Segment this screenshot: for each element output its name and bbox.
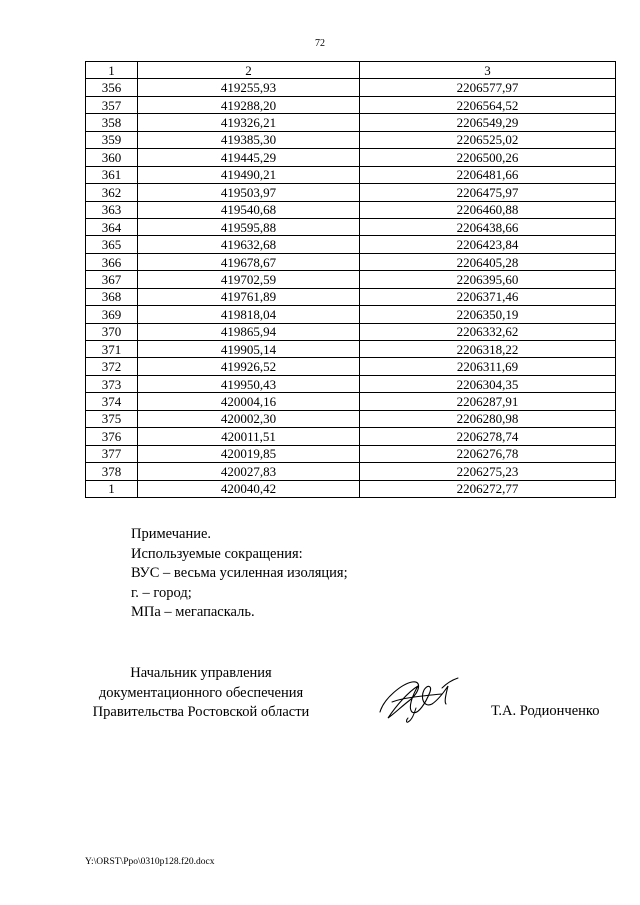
cell-y-coordinate: 2206549,29	[360, 114, 616, 131]
header-cell-point: 1	[86, 62, 138, 79]
cell-y-coordinate: 2206577,97	[360, 79, 616, 96]
table-row	[86, 358, 616, 375]
table-row	[86, 184, 616, 201]
header-cell-y: 3	[360, 62, 616, 79]
cell-point-number: 365	[86, 236, 138, 253]
cell-y-coordinate: 2206276,78	[360, 445, 616, 462]
signer-name: Т.А. Родионченко	[491, 703, 600, 719]
cell-y-coordinate: 2206280,98	[360, 410, 616, 427]
cell-point-number: 373	[86, 375, 138, 392]
cell-x-coordinate: 419540,68	[138, 201, 360, 218]
cell-y-coordinate: 2206460,88	[360, 201, 616, 218]
cell-point-number: 377	[86, 445, 138, 462]
signatory-position	[85, 664, 317, 723]
table-row	[86, 375, 616, 392]
position-line: Правительства Ростовской области	[92, 704, 310, 720]
cell-point-number: 362	[86, 184, 138, 201]
file-path: Y:\ORST\Ppo\0310p128.f20.docx	[85, 857, 215, 867]
note-line: ВУС – весьма усиленная изоляция;	[131, 565, 348, 581]
cell-x-coordinate: 419926,52	[138, 358, 360, 375]
cell-y-coordinate: 2206438,66	[360, 218, 616, 235]
cell-point-number: 357	[86, 96, 138, 113]
cell-point-number: 1	[86, 480, 138, 497]
cell-y-coordinate: 2206350,19	[360, 306, 616, 323]
cell-x-coordinate: 419761,89	[138, 288, 360, 305]
cell-y-coordinate: 2206275,23	[360, 463, 616, 480]
table-row	[86, 149, 616, 166]
note-title: Примечание.	[131, 526, 212, 542]
table-row	[86, 236, 616, 253]
cell-y-coordinate: 2206318,22	[360, 341, 616, 358]
cell-y-coordinate: 2206564,52	[360, 96, 616, 113]
cell-point-number: 364	[86, 218, 138, 235]
coordinates-table	[85, 61, 616, 498]
table-row	[86, 445, 616, 462]
cell-x-coordinate: 419678,67	[138, 253, 360, 270]
cell-x-coordinate: 420011,51	[138, 428, 360, 445]
cell-point-number: 360	[86, 149, 138, 166]
cell-x-coordinate: 419255,93	[138, 79, 360, 96]
cell-x-coordinate: 419326,21	[138, 114, 360, 131]
cell-point-number: 358	[86, 114, 138, 131]
cell-point-number: 378	[86, 463, 138, 480]
cell-point-number: 367	[86, 271, 138, 288]
table-row	[86, 393, 616, 410]
cell-point-number: 363	[86, 201, 138, 218]
table-row	[86, 480, 616, 497]
cell-point-number: 369	[86, 306, 138, 323]
cell-y-coordinate: 2206525,02	[360, 131, 616, 148]
note-line: Используемые сокращения:	[131, 545, 303, 562]
cell-x-coordinate: 419818,04	[138, 306, 360, 323]
cell-point-number: 359	[86, 131, 138, 148]
cell-y-coordinate: 2206500,26	[360, 149, 616, 166]
cell-x-coordinate: 419950,43	[138, 375, 360, 392]
table-row	[86, 96, 616, 113]
cell-point-number: 374	[86, 393, 138, 410]
cell-x-coordinate: 419632,68	[138, 236, 360, 253]
cell-y-coordinate: 2206475,97	[360, 184, 616, 201]
table-row	[86, 306, 616, 323]
cell-x-coordinate: 420002,30	[138, 410, 360, 427]
cell-y-coordinate: 2206481,66	[360, 166, 616, 183]
cell-point-number: 366	[86, 253, 138, 270]
table-header-row	[86, 62, 616, 79]
cell-y-coordinate: 2206278,74	[360, 428, 616, 445]
cell-x-coordinate: 420004,16	[138, 393, 360, 410]
cell-y-coordinate: 2206304,35	[360, 375, 616, 392]
cell-point-number: 370	[86, 323, 138, 340]
cell-x-coordinate: 419865,94	[138, 323, 360, 340]
cell-y-coordinate: 2206371,46	[360, 288, 616, 305]
note-line: г. – город;	[131, 584, 192, 601]
cell-point-number: 376	[86, 428, 138, 445]
cell-y-coordinate: 2206405,28	[360, 253, 616, 270]
table-row	[86, 463, 616, 480]
cell-x-coordinate: 419905,14	[138, 341, 360, 358]
table-row	[86, 271, 616, 288]
handwritten-signature	[372, 668, 464, 726]
table-row	[86, 323, 616, 340]
cell-y-coordinate: 2206332,62	[360, 323, 616, 340]
table-row	[86, 114, 616, 131]
cell-point-number: 375	[86, 410, 138, 427]
cell-x-coordinate: 420019,85	[138, 445, 360, 462]
cell-y-coordinate: 2206272,77	[360, 480, 616, 497]
cell-point-number: 368	[86, 288, 138, 305]
cell-x-coordinate: 420027,83	[138, 463, 360, 480]
cell-x-coordinate: 419702,59	[138, 271, 360, 288]
table-row	[86, 201, 616, 218]
table-row	[86, 79, 616, 96]
cell-y-coordinate: 2206395,60	[360, 271, 616, 288]
cell-point-number: 371	[86, 341, 138, 358]
cell-x-coordinate: 419595,88	[138, 218, 360, 235]
table-row	[86, 131, 616, 148]
cell-x-coordinate: 419503,97	[138, 184, 360, 201]
cell-x-coordinate: 419490,21	[138, 166, 360, 183]
table-row	[86, 166, 616, 183]
position-line: документационного обеспечения	[98, 684, 304, 701]
table-row	[86, 253, 616, 270]
cell-y-coordinate: 2206287,91	[360, 393, 616, 410]
cell-x-coordinate: 419445,29	[138, 149, 360, 166]
cell-point-number: 372	[86, 358, 138, 375]
note-section	[131, 525, 348, 623]
table-row	[86, 288, 616, 305]
cell-x-coordinate: 419288,20	[138, 96, 360, 113]
table-row	[86, 218, 616, 235]
table-row	[86, 341, 616, 358]
position-line: Начальник управления	[130, 665, 272, 681]
table-row	[86, 428, 616, 445]
page-number: 72	[315, 38, 325, 49]
cell-point-number: 356	[86, 79, 138, 96]
cell-point-number: 361	[86, 166, 138, 183]
cell-y-coordinate: 2206423,84	[360, 236, 616, 253]
table-row	[86, 410, 616, 427]
cell-x-coordinate: 419385,30	[138, 131, 360, 148]
note-line: МПа – мегапаскаль.	[131, 604, 255, 620]
cell-x-coordinate: 420040,42	[138, 480, 360, 497]
header-cell-x: 2	[138, 62, 360, 79]
cell-y-coordinate: 2206311,69	[360, 358, 616, 375]
